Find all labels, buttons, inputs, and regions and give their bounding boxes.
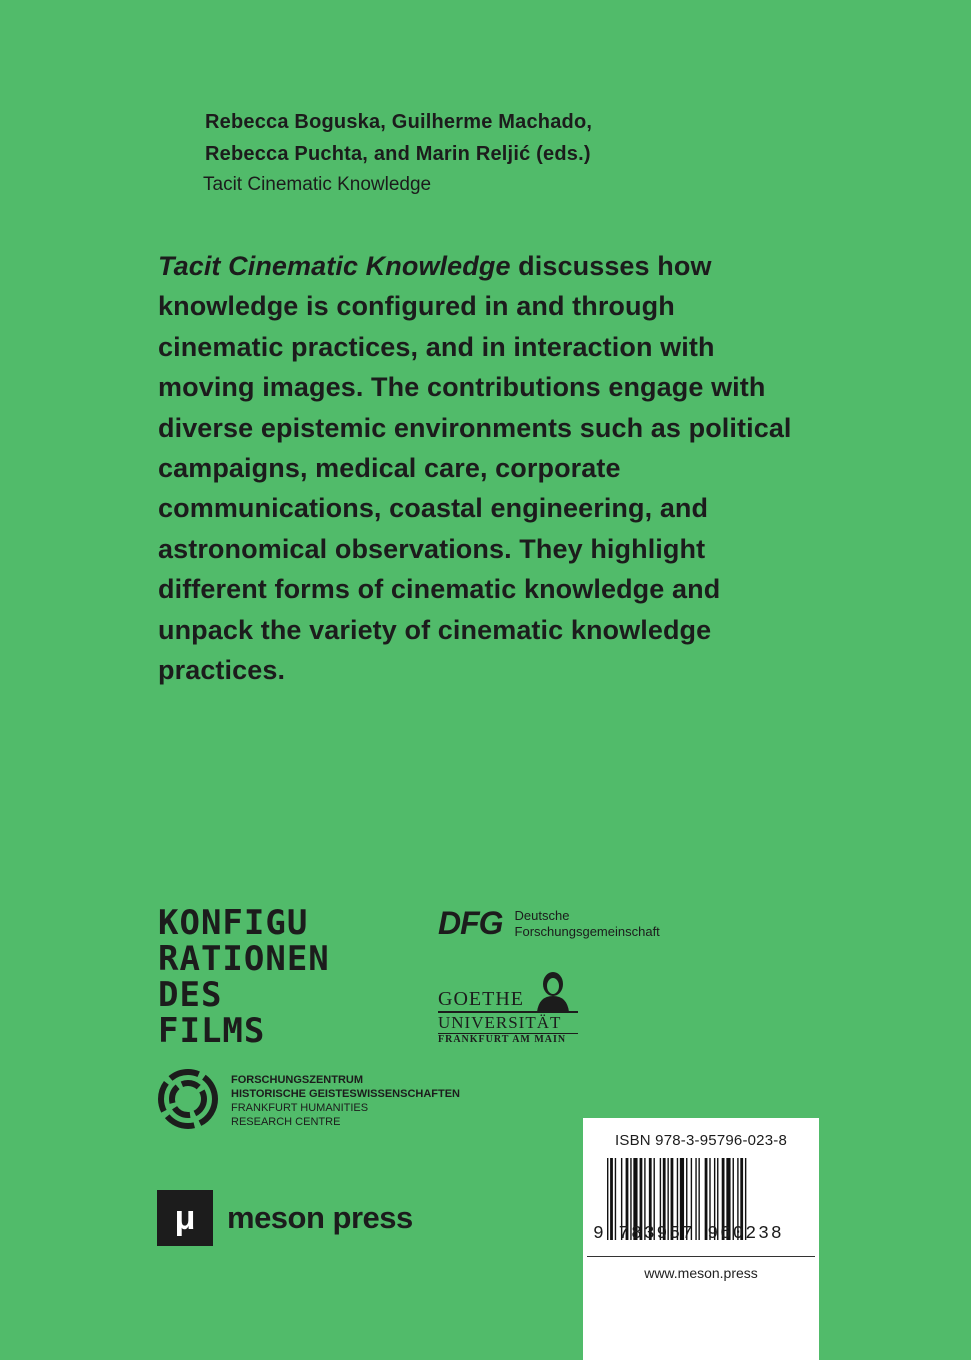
- meson-name: meson press: [227, 1200, 413, 1235]
- konfigurationen-logo: [158, 905, 330, 1049]
- fz-line-3: FRANKFURT HUMANITIES: [231, 1102, 369, 1114]
- fz-line-2: HISTORISCHE GEISTESWISSENSCHAFTEN: [231, 1088, 460, 1100]
- meson-symbol: μ: [157, 1190, 213, 1246]
- goethe-universitaet-logo: [438, 970, 578, 1045]
- forschungszentrum-logo: [157, 1068, 460, 1130]
- dfg-line-1: Deutsche: [514, 907, 570, 923]
- book-title: Tacit Cinematic Knowledge: [203, 174, 432, 195]
- goethe-line-3: FRANKFURT AM MAIN: [438, 1034, 567, 1045]
- meson-press-logo: [157, 1190, 413, 1246]
- konfig-line-1: KONFIGU: [158, 903, 309, 943]
- konfig-line-4: FILMS: [158, 1011, 266, 1051]
- dfg-line-2: Forschungsgemeinschaft: [514, 923, 660, 939]
- goethe-line-1: GOETHE: [438, 988, 524, 1010]
- fz-circle-icon: [157, 1068, 219, 1130]
- goethe-portrait-icon: [533, 970, 573, 1012]
- blurb-title: Tacit Cinematic Knowledge: [158, 251, 511, 281]
- fz-text: [231, 1073, 460, 1130]
- blurb-text: [158, 246, 798, 690]
- dfg-text: [515, 908, 660, 940]
- konfig-line-3: DES: [158, 975, 223, 1015]
- dfg-logo: [438, 905, 660, 942]
- fz-line-1: FORSCHUNGSZENTRUM: [231, 1074, 363, 1086]
- konfig-line-2: RATIONEN: [158, 939, 330, 979]
- divider: [587, 1256, 815, 1257]
- goethe-line-2: UNIVERSITÄT: [438, 1011, 578, 1034]
- editors-line-2: Rebecca Puchta, and Marin Reljić (eds.): [205, 143, 591, 165]
- fz-line-4: RESEARCH CENTRE: [231, 1116, 341, 1128]
- publisher-url: www.meson.press: [644, 1265, 758, 1281]
- editors-line-1: Rebecca Boguska, Guilherme Machado,: [205, 111, 593, 133]
- barcode-panel: [583, 1118, 819, 1360]
- editors-block: [205, 106, 592, 200]
- blurb-body: discusses how knowledge is configured in and through cinematic practices, and in interaction with moving images. The contributions engage with diverse epistemic environments such as political campaigns, medical care, corporate communications, coastal engineering, and astronomical observations. They highlight different forms of cinematic knowledge and unpack the variety of cinematic knowledge practices.: [158, 251, 792, 686]
- barcode-digits: 9 783957 960238: [593, 1224, 784, 1244]
- dfg-mark: DFG: [438, 905, 503, 941]
- isbn-text: ISBN 978-3-95796-023-8: [615, 1132, 788, 1149]
